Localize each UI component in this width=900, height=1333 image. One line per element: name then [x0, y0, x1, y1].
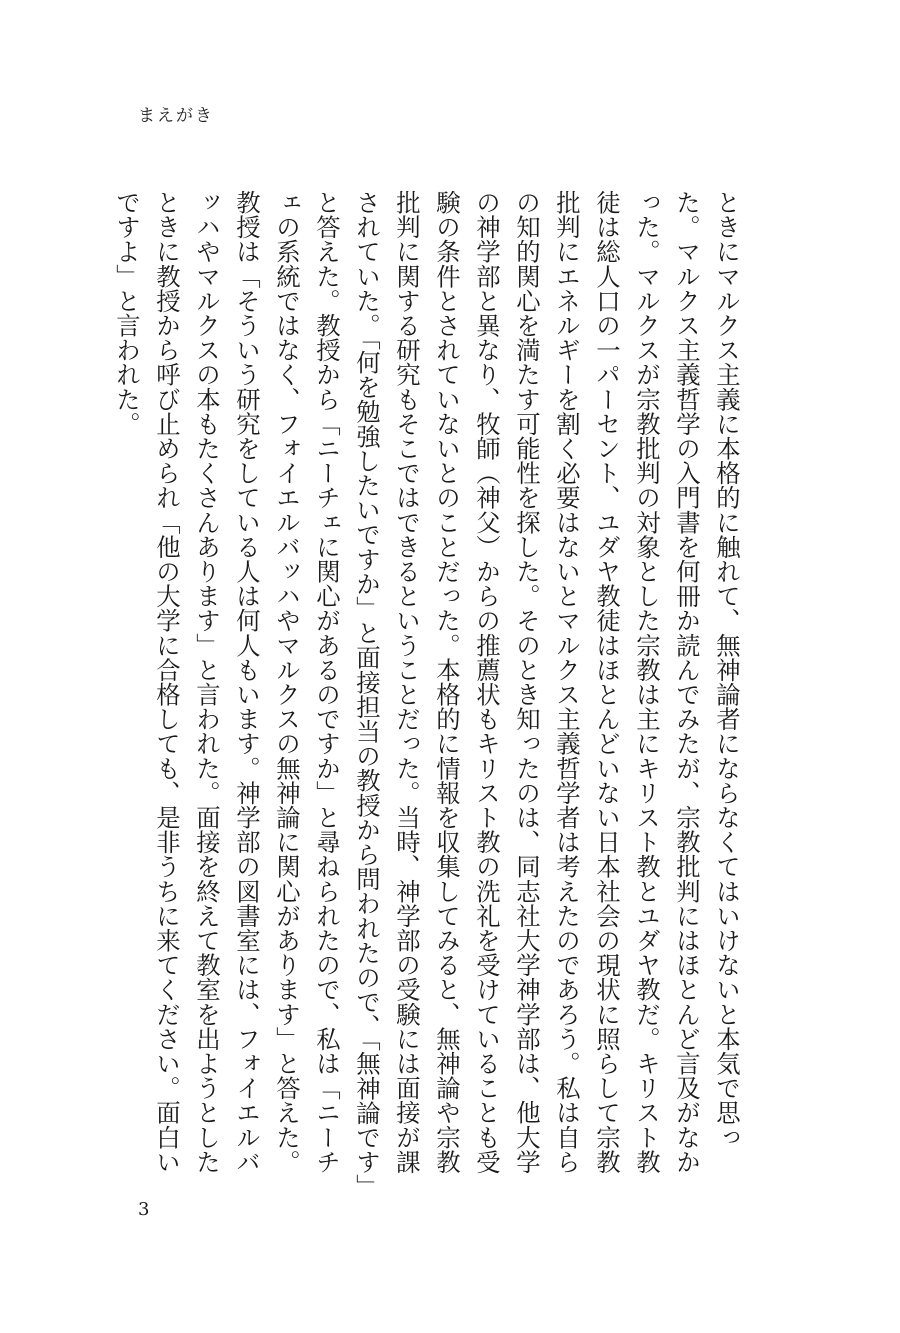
- page-number: 3: [138, 1199, 150, 1220]
- running-head: まえがき: [138, 106, 214, 126]
- vertical-body-text: [106, 190, 746, 1190]
- body-paragraph: ときにマルクス主義に本格的に触れて、無神論者にならなくてはいけないと本気で思った。マルクス主義哲学の入門書を何冊か読んでみたが、宗教批判にはほとんど言及がなかった。マルクスが宗教批判の対象とした宗教は主にキリスト教とユダヤ教だ。キリスト教徒は総人口の一パーセント、ユダヤ教徒はほとんどいない日本社会の現状に照らして宗教批判にエネルギーを割く必要はないとマルクス主義哲学者は考えたのであろう。私は自らの知的関心を満たす可能性を探した。そのとき知ったのは、同志社大学神学部は、他大学の神学部と異なり、牧師（神父）からの推薦状もキリスト教の洗礼を受けていることも受験の条件とされていないとのことだった。本格的に情報を収集してみると、無神論や宗教批判に関する研究もそこではできるということだった。当時、神学部の受験には面接が課されていた。「何を勉強したいですか」と面接担当の教授から問われたので、「無神論です」と答えた。教授から「ニーチェに関心があるのですか」と尋ねられたので、私は「ニーチェの系統ではなく、フォイエルバッハやマルクスの無神論に関心があります」と答えた。教授は「そういう研究をしている人は何人もいます。神学部の図書室には、フォイエルバッハやマルクスの本もたくさんあります」と言われた。面接を終えて教室を出ようとしたときに教授から呼び止められ「他の大学に合格しても、是非うちに来てください。面白いですよ」と言われた。: [112, 190, 741, 1187]
